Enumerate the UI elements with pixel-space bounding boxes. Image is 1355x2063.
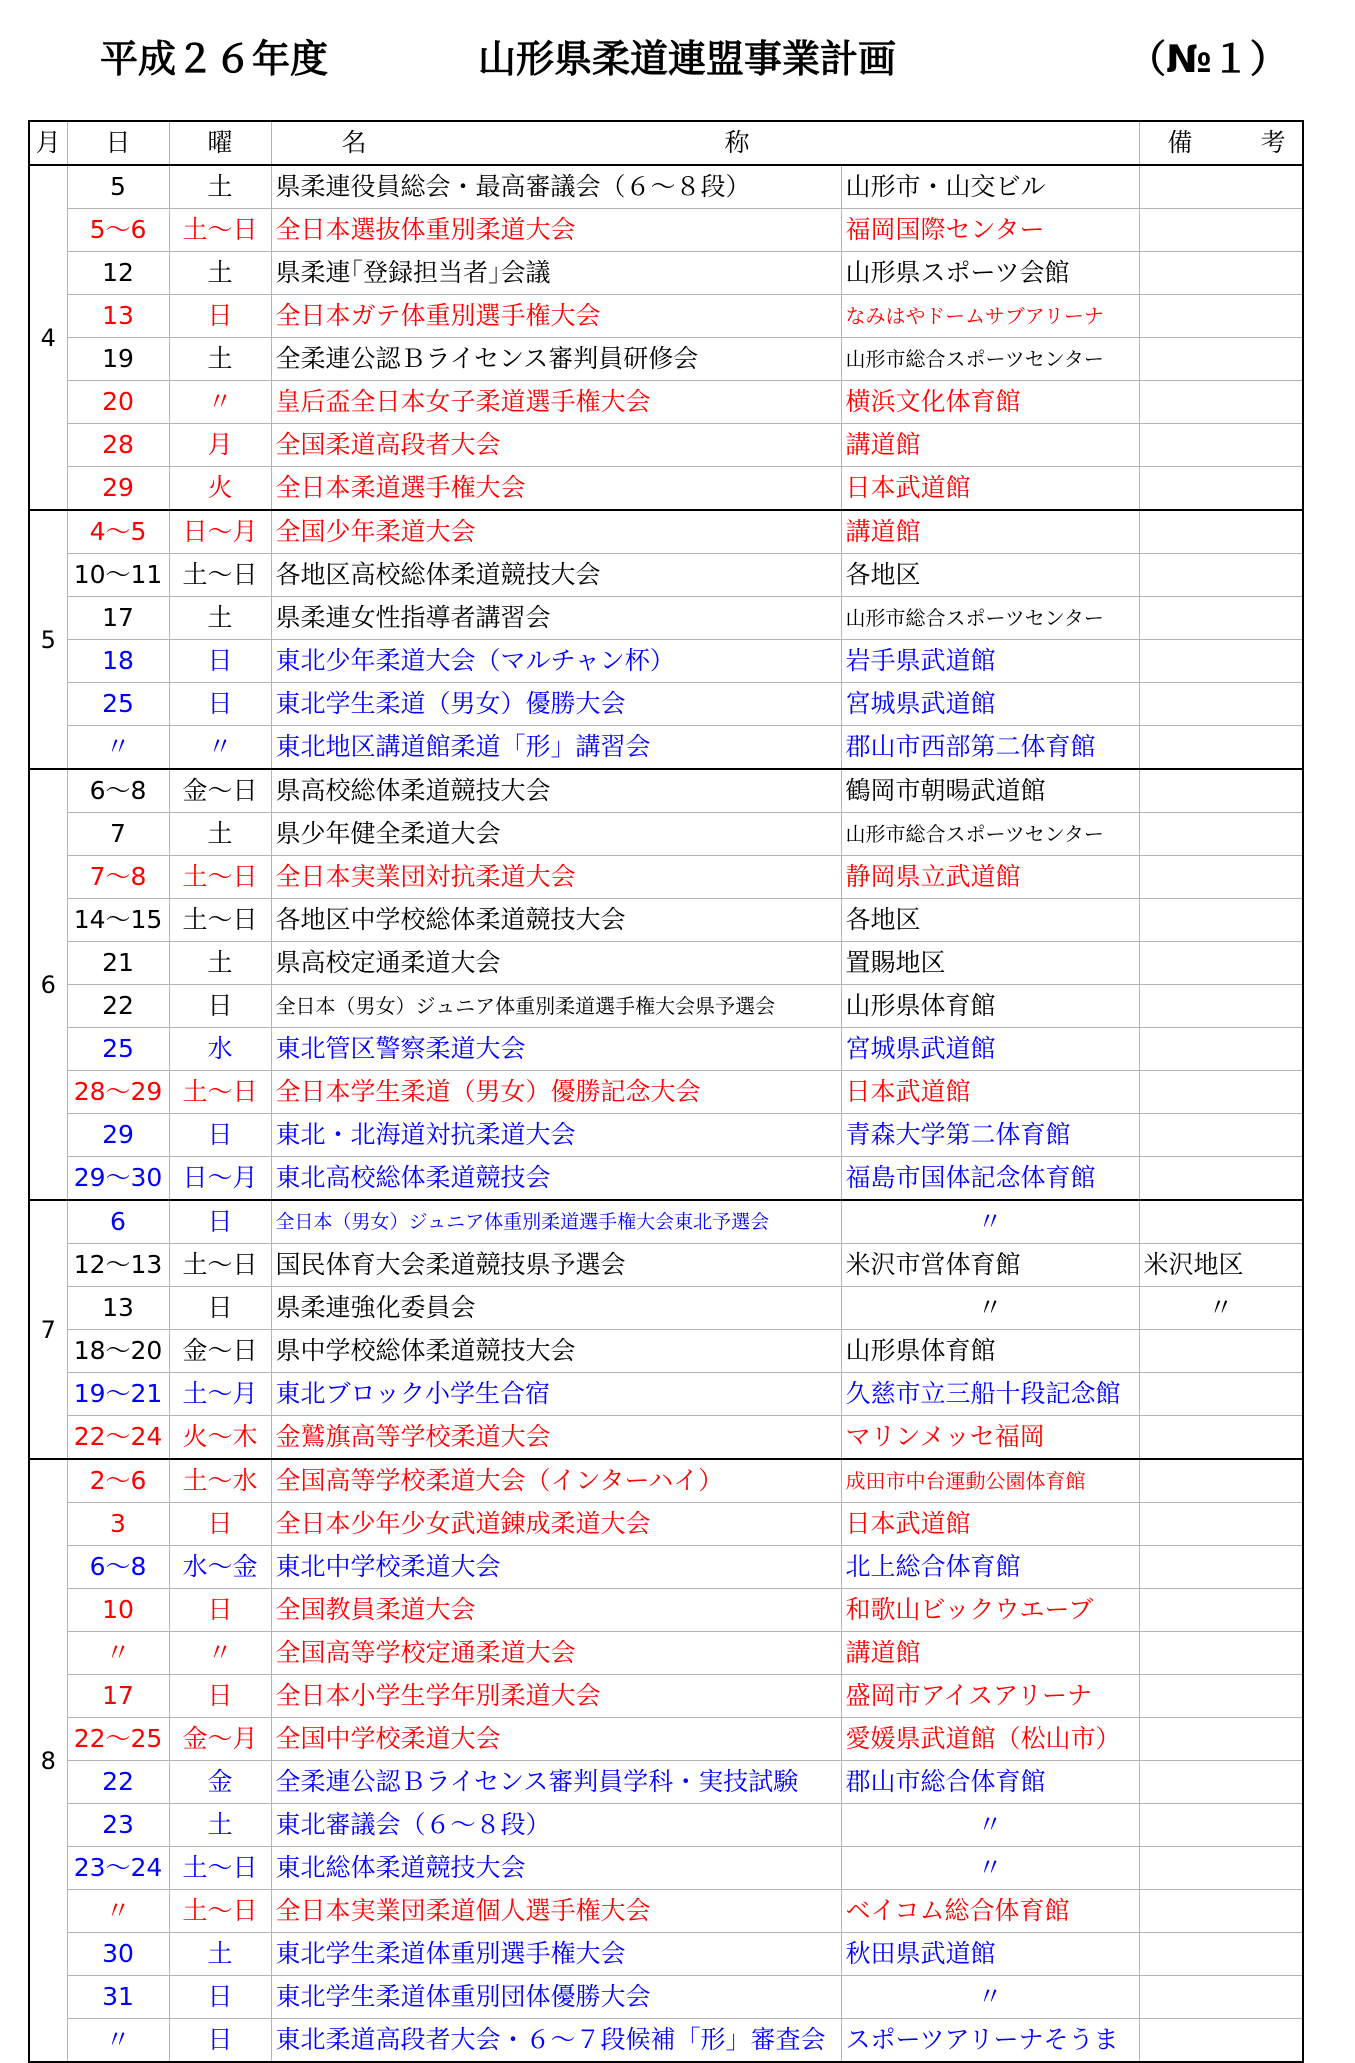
day-cell: 23 <box>67 1804 169 1847</box>
table-row <box>29 381 1303 424</box>
venue-cell: 山形市・山交ビル <box>841 165 1139 209</box>
note-cell <box>1139 813 1303 856</box>
table-row <box>29 1157 1303 1201</box>
dow-cell: 土～日 <box>169 554 271 597</box>
table-row <box>29 1330 1303 1373</box>
month-cell: 8 <box>29 1459 67 2062</box>
dow-cell: 金 <box>169 1761 271 1804</box>
dow-cell: 日 <box>169 1114 271 1157</box>
note-cell <box>1139 1675 1303 1718</box>
table-row <box>29 726 1303 770</box>
dow-cell: 土 <box>169 1933 271 1976</box>
event-name-cell: 県柔連｢登録担当者｣会議 <box>271 252 841 295</box>
table-row <box>29 1071 1303 1114</box>
note-cell <box>1139 683 1303 726</box>
dow-cell: 日 <box>169 683 271 726</box>
day-cell: 13 <box>67 1287 169 1330</box>
note-cell <box>1139 726 1303 770</box>
note-cell <box>1139 165 1303 209</box>
note-cell <box>1139 467 1303 511</box>
event-name-cell: 全国高等学校定通柔道大会 <box>271 1632 841 1675</box>
event-name-cell: 東北・北海道対抗柔道大会 <box>271 1114 841 1157</box>
event-name-cell: 全日本学生柔道（男女）優勝記念大会 <box>271 1071 841 1114</box>
day-cell: 28～29 <box>67 1071 169 1114</box>
day-cell: 23～24 <box>67 1847 169 1890</box>
note-cell <box>1139 1503 1303 1546</box>
event-name-cell: 東北地区講道館柔道「形」講習会 <box>271 726 841 770</box>
dow-cell: 日 <box>169 295 271 338</box>
event-name-cell: 東北管区警察柔道大会 <box>271 1028 841 1071</box>
day-cell: 7～8 <box>67 856 169 899</box>
venue-cell: 愛媛県武道館（松山市） <box>841 1718 1139 1761</box>
venue-cell: 日本武道館 <box>841 467 1139 511</box>
event-name-cell: 各地区中学校総体柔道競技大会 <box>271 899 841 942</box>
venue-cell: 秋田県武道館 <box>841 1933 1139 1976</box>
day-cell: 〃 <box>67 2019 169 2063</box>
table-row <box>29 1847 1303 1890</box>
day-cell: 22～25 <box>67 1718 169 1761</box>
event-name-cell: 全国高等学校柔道大会（インターハイ） <box>271 1459 841 1503</box>
column-header-day: 日 <box>67 121 169 165</box>
venue-cell: スポーツアリーナそうま <box>841 2019 1139 2063</box>
dow-cell: 土～日 <box>169 899 271 942</box>
venue-cell: 山形市総合スポーツセンター <box>841 597 1139 640</box>
venue-cell: 日本武道館 <box>841 1503 1139 1546</box>
venue-cell: 山形県体育館 <box>841 1330 1139 1373</box>
table-row <box>29 1976 1303 2019</box>
day-cell: 2～6 <box>67 1459 169 1503</box>
day-cell: 5 <box>67 165 169 209</box>
table-row <box>29 295 1303 338</box>
day-cell: 3 <box>67 1503 169 1546</box>
table-row <box>29 1589 1303 1632</box>
dow-cell: 火 <box>169 467 271 511</box>
venue-cell: 〃 <box>841 1847 1139 1890</box>
note-cell: 〃 <box>1139 1287 1303 1330</box>
note-cell <box>1139 424 1303 467</box>
note-cell <box>1139 1976 1303 2019</box>
note-cell <box>1139 1157 1303 1201</box>
table-row <box>29 467 1303 511</box>
note-cell <box>1139 985 1303 1028</box>
venue-cell: 郡山市西部第二体育館 <box>841 726 1139 770</box>
day-cell: 22～24 <box>67 1416 169 1460</box>
event-name-cell: 東北ブロック小学生合宿 <box>271 1373 841 1416</box>
day-cell: 6～8 <box>67 1546 169 1589</box>
venue-cell: 成田市中台運動公園体育館 <box>841 1459 1139 1503</box>
note-cell <box>1139 209 1303 252</box>
day-cell: 〃 <box>67 1890 169 1933</box>
event-name-cell: 東北学生柔道体重別団体優勝大会 <box>271 1976 841 2019</box>
venue-cell: 各地区 <box>841 899 1139 942</box>
event-name-cell: 全日本実業団柔道個人選手権大会 <box>271 1890 841 1933</box>
day-cell: 19 <box>67 338 169 381</box>
dow-cell: 土～日 <box>169 856 271 899</box>
table-row <box>29 1675 1303 1718</box>
venue-cell: 福岡国際センター <box>841 209 1139 252</box>
dow-cell: 土～日 <box>169 1244 271 1287</box>
table-row <box>29 1459 1303 1503</box>
dow-cell: 土 <box>169 813 271 856</box>
table-row <box>29 424 1303 467</box>
venue-cell: 山形市総合スポーツセンター <box>841 813 1139 856</box>
day-cell: 21 <box>67 942 169 985</box>
venue-cell: 講道館 <box>841 424 1139 467</box>
venue-cell: 山形県スポーツ会館 <box>841 252 1139 295</box>
dow-cell: 〃 <box>169 726 271 770</box>
venue-cell: 〃 <box>841 1287 1139 1330</box>
venue-cell: 宮城県武道館 <box>841 1028 1139 1071</box>
note-cell <box>1139 1632 1303 1675</box>
dow-cell: 土～日 <box>169 209 271 252</box>
table-row <box>29 942 1303 985</box>
table-row <box>29 1244 1303 1287</box>
document-title: 山形県柔道連盟事業計画 <box>478 37 897 81</box>
dow-cell: 土 <box>169 252 271 295</box>
venue-cell: 各地区 <box>841 554 1139 597</box>
table-row <box>29 1546 1303 1589</box>
dow-cell: 日 <box>169 2019 271 2063</box>
dow-cell: 日 <box>169 1200 271 1244</box>
month-cell: 4 <box>29 165 67 510</box>
day-cell: 6～8 <box>67 769 169 813</box>
day-cell: 〃 <box>67 1632 169 1675</box>
event-name-cell: 全国柔道高段者大会 <box>271 424 841 467</box>
note-cell <box>1139 942 1303 985</box>
month-cell: 5 <box>29 510 67 769</box>
fiscal-year-heading: 平成２６年度 <box>100 37 329 81</box>
dow-cell: 土 <box>169 165 271 209</box>
month-cell: 7 <box>29 1200 67 1459</box>
event-name-cell: 全柔連公認Ｂライセンス審判員研修会 <box>271 338 841 381</box>
event-name-cell: 全日本少年少女武道錬成柔道大会 <box>271 1503 841 1546</box>
dow-cell: 日 <box>169 1675 271 1718</box>
event-name-cell: 県中学校総体柔道競技大会 <box>271 1330 841 1373</box>
dow-cell: 火～木 <box>169 1416 271 1460</box>
note-cell <box>1139 1071 1303 1114</box>
venue-cell: 北上総合体育館 <box>841 1546 1139 1589</box>
note-cell <box>1139 554 1303 597</box>
note-cell: 米沢地区 <box>1139 1244 1303 1287</box>
day-cell: 6 <box>67 1200 169 1244</box>
table-row <box>29 1028 1303 1071</box>
event-name-cell: 国民体育大会柔道競技県予選会 <box>271 1244 841 1287</box>
venue-cell: 山形県体育館 <box>841 985 1139 1028</box>
table-row <box>29 1804 1303 1847</box>
month-cell: 6 <box>29 769 67 1200</box>
note-cell <box>1139 856 1303 899</box>
dow-cell: 日 <box>169 1503 271 1546</box>
event-name-cell: 金鷲旗高等学校柔道大会 <box>271 1416 841 1460</box>
event-name-cell: 全国少年柔道大会 <box>271 510 841 554</box>
venue-cell: 盛岡市アイスアリーナ <box>841 1675 1139 1718</box>
event-name-cell: 皇后盃全日本女子柔道選手権大会 <box>271 381 841 424</box>
note-cell <box>1139 1804 1303 1847</box>
day-cell: 17 <box>67 1675 169 1718</box>
note-cell <box>1139 1330 1303 1373</box>
note-cell <box>1139 1416 1303 1460</box>
table-row <box>29 1933 1303 1976</box>
dow-cell: 金～日 <box>169 769 271 813</box>
table-row <box>29 252 1303 295</box>
day-cell: 30 <box>67 1933 169 1976</box>
note-cell <box>1139 1933 1303 1976</box>
venue-cell: 講道館 <box>841 1632 1139 1675</box>
table-row <box>29 1373 1303 1416</box>
note-cell <box>1139 1546 1303 1589</box>
day-cell: 28 <box>67 424 169 467</box>
table-row <box>29 640 1303 683</box>
day-cell: 29～30 <box>67 1157 169 1201</box>
note-cell <box>1139 295 1303 338</box>
note-cell <box>1139 2019 1303 2063</box>
day-cell: 29 <box>67 467 169 511</box>
dow-cell: 日 <box>169 1976 271 2019</box>
column-header-name-a: 名 <box>341 128 367 157</box>
dow-cell: 土 <box>169 338 271 381</box>
table-row <box>29 597 1303 640</box>
note-cell <box>1139 1718 1303 1761</box>
event-name-cell: 全日本選抜体重別柔道大会 <box>271 209 841 252</box>
event-name-cell: 東北総体柔道競技大会 <box>271 1847 841 1890</box>
venue-cell: 日本武道館 <box>841 1071 1139 1114</box>
note-cell <box>1139 1589 1303 1632</box>
event-name-cell: 全日本実業団対抗柔道大会 <box>271 856 841 899</box>
note-cell <box>1139 597 1303 640</box>
day-cell: 14～15 <box>67 899 169 942</box>
dow-cell: 月 <box>169 424 271 467</box>
note-cell <box>1139 1847 1303 1890</box>
venue-cell: 米沢市営体育館 <box>841 1244 1139 1287</box>
event-name-cell: 東北審議会（６～８段） <box>271 1804 841 1847</box>
table-row <box>29 1416 1303 1460</box>
table-row <box>29 1761 1303 1804</box>
table-row <box>29 683 1303 726</box>
table-row <box>29 338 1303 381</box>
day-cell: 12 <box>67 252 169 295</box>
dow-cell: 土～日 <box>169 1847 271 1890</box>
dow-cell: 日～月 <box>169 510 271 554</box>
venue-cell: 〃 <box>841 1200 1139 1244</box>
event-name-cell: 全日本ガテ体重別選手権大会 <box>271 295 841 338</box>
note-cell <box>1139 899 1303 942</box>
event-name-cell: 全日本小学生学年別柔道大会 <box>271 1675 841 1718</box>
note-cell <box>1139 1373 1303 1416</box>
note-cell <box>1139 252 1303 295</box>
column-header-note-a: 備 <box>1167 128 1193 157</box>
day-cell: 25 <box>67 683 169 726</box>
dow-cell: 土～日 <box>169 1890 271 1933</box>
venue-cell: 講道館 <box>841 510 1139 554</box>
note-cell <box>1139 1459 1303 1503</box>
dow-cell: 水～金 <box>169 1546 271 1589</box>
day-cell: 10～11 <box>67 554 169 597</box>
event-name-cell: 県高校定通柔道大会 <box>271 942 841 985</box>
column-header-dow: 曜 <box>169 121 271 165</box>
venue-cell: 宮城県武道館 <box>841 683 1139 726</box>
day-cell: 18 <box>67 640 169 683</box>
schedule-body <box>29 165 1303 2062</box>
day-cell: 22 <box>67 1761 169 1804</box>
event-name-cell: 県少年健全柔道大会 <box>271 813 841 856</box>
event-name-cell: 東北高校総体柔道競技会 <box>271 1157 841 1201</box>
venue-cell: 山形市総合スポーツセンター <box>841 338 1139 381</box>
note-cell <box>1139 338 1303 381</box>
dow-cell: 金～月 <box>169 1718 271 1761</box>
note-cell <box>1139 1028 1303 1071</box>
event-name-cell: 県柔連役員総会・最高審議会（６～８段） <box>271 165 841 209</box>
note-cell <box>1139 640 1303 683</box>
table-row <box>29 510 1303 554</box>
venue-cell: 和歌山ビックウエーブ <box>841 1589 1139 1632</box>
column-header-name <box>271 121 1139 165</box>
note-cell <box>1139 1114 1303 1157</box>
day-cell: 〃 <box>67 726 169 770</box>
event-name-cell: 全日本（男女）ジュニア体重別柔道選手権大会県予選会 <box>271 985 841 1028</box>
dow-cell: 日 <box>169 1287 271 1330</box>
venue-cell: 久慈市立三船十段記念館 <box>841 1373 1139 1416</box>
table-row <box>29 165 1303 209</box>
day-cell: 19～21 <box>67 1373 169 1416</box>
table-row <box>29 1200 1303 1244</box>
dow-cell: 〃 <box>169 381 271 424</box>
venue-cell: 置賜地区 <box>841 942 1139 985</box>
dow-cell: 土 <box>169 597 271 640</box>
day-cell: 13 <box>67 295 169 338</box>
dow-cell: 日 <box>169 1589 271 1632</box>
table-row <box>29 985 1303 1028</box>
day-cell: 7 <box>67 813 169 856</box>
note-cell <box>1139 381 1303 424</box>
venue-cell: 鶴岡市朝暘武道館 <box>841 769 1139 813</box>
event-name-cell: 東北学生柔道（男女）優勝大会 <box>271 683 841 726</box>
venue-cell: 郡山市総合体育館 <box>841 1761 1139 1804</box>
venue-cell: 〃 <box>841 1976 1139 2019</box>
dow-cell: 土～水 <box>169 1459 271 1503</box>
day-cell: 20 <box>67 381 169 424</box>
table-header-row <box>29 121 1303 165</box>
table-row <box>29 1114 1303 1157</box>
event-name-cell: 全国中学校柔道大会 <box>271 1718 841 1761</box>
day-cell: 25 <box>67 1028 169 1071</box>
table-row <box>29 899 1303 942</box>
note-cell <box>1139 769 1303 813</box>
event-name-cell: 東北中学校柔道大会 <box>271 1546 841 1589</box>
table-row <box>29 1718 1303 1761</box>
table-row <box>29 856 1303 899</box>
event-name-cell: 全柔連公認Ｂライセンス審判員学科・実技試験 <box>271 1761 841 1804</box>
table-row <box>29 1287 1303 1330</box>
venue-cell: マリンメッセ福岡 <box>841 1416 1139 1460</box>
day-cell: 10 <box>67 1589 169 1632</box>
table-row <box>29 2019 1303 2063</box>
dow-cell: 日～月 <box>169 1157 271 1201</box>
table-row <box>29 1890 1303 1933</box>
note-cell <box>1139 1890 1303 1933</box>
dow-cell: 水 <box>169 1028 271 1071</box>
event-name-cell: 全日本（男女）ジュニア体重別柔道選手権大会東北予選会 <box>271 1200 841 1244</box>
page-number: （№１） <box>1128 37 1288 81</box>
table-row <box>29 769 1303 813</box>
day-cell: 18～20 <box>67 1330 169 1373</box>
dow-cell: 土 <box>169 1804 271 1847</box>
day-cell: 29 <box>67 1114 169 1157</box>
event-name-cell: 東北少年柔道大会（マルチャン杯） <box>271 640 841 683</box>
dow-cell: 土～日 <box>169 1071 271 1114</box>
event-name-cell: 各地区高校総体柔道競技大会 <box>271 554 841 597</box>
dow-cell: 〃 <box>169 1632 271 1675</box>
column-header-name-b: 称 <box>724 128 750 157</box>
column-header-note <box>1139 121 1303 165</box>
table-row <box>29 1503 1303 1546</box>
event-name-cell: 県柔連女性指導者講習会 <box>271 597 841 640</box>
table-row <box>29 554 1303 597</box>
event-name-cell: 県高校総体柔道競技大会 <box>271 769 841 813</box>
table-row <box>29 813 1303 856</box>
day-cell: 5～6 <box>67 209 169 252</box>
venue-cell: 横浜文化体育館 <box>841 381 1139 424</box>
event-name-cell: 全日本柔道選手権大会 <box>271 467 841 511</box>
column-header-note-b: 考 <box>1260 128 1286 157</box>
venue-cell: 福島市国体記念体育館 <box>841 1157 1139 1201</box>
column-header-month: 月 <box>29 121 67 165</box>
venue-cell: 岩手県武道館 <box>841 640 1139 683</box>
table-row <box>29 1632 1303 1675</box>
event-name-cell: 全国教員柔道大会 <box>271 1589 841 1632</box>
venue-cell: 〃 <box>841 1804 1139 1847</box>
dow-cell: 日 <box>169 985 271 1028</box>
day-cell: 22 <box>67 985 169 1028</box>
dow-cell: 土 <box>169 942 271 985</box>
table-row <box>29 209 1303 252</box>
day-cell: 12～13 <box>67 1244 169 1287</box>
dow-cell: 金～日 <box>169 1330 271 1373</box>
venue-cell: 静岡県立武道館 <box>841 856 1139 899</box>
event-name-cell: 東北柔道高段者大会・６～７段候補「形」審査会 <box>271 2019 841 2063</box>
note-cell <box>1139 1200 1303 1244</box>
venue-cell: なみはやドームサブアリーナ <box>841 295 1139 338</box>
day-cell: 31 <box>67 1976 169 2019</box>
event-name-cell: 東北学生柔道体重別選手権大会 <box>271 1933 841 1976</box>
day-cell: 4～5 <box>67 510 169 554</box>
event-name-cell: 県柔連強化委員会 <box>271 1287 841 1330</box>
dow-cell: 土～月 <box>169 1373 271 1416</box>
venue-cell: 青森大学第二体育館 <box>841 1114 1139 1157</box>
venue-cell: ベイコム総合体育館 <box>841 1890 1139 1933</box>
note-cell <box>1139 510 1303 554</box>
note-cell <box>1139 1761 1303 1804</box>
day-cell: 17 <box>67 597 169 640</box>
dow-cell: 日 <box>169 640 271 683</box>
schedule-table <box>28 120 1304 2063</box>
